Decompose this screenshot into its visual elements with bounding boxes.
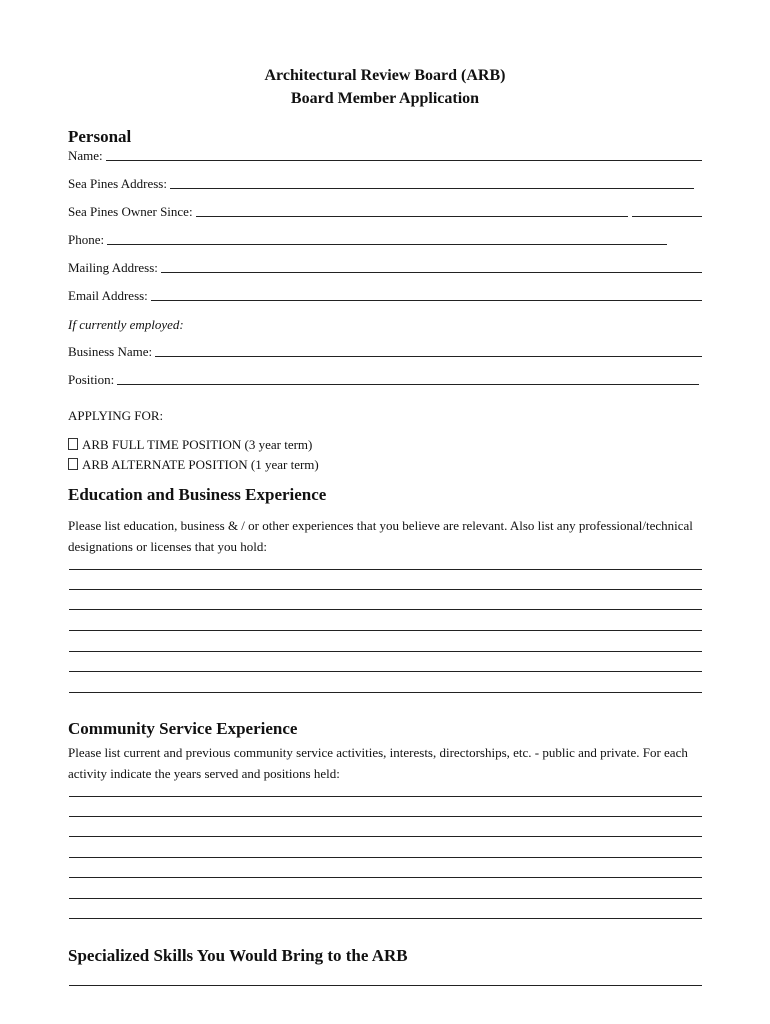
owner-since-line[interactable] <box>196 216 628 217</box>
community-line[interactable] <box>69 918 702 919</box>
phone-line[interactable] <box>107 244 667 245</box>
position-line[interactable] <box>117 384 699 385</box>
community-line[interactable] <box>69 898 702 899</box>
owner-since-label: Sea Pines Owner Since: <box>68 204 193 219</box>
business-name-line[interactable] <box>155 356 702 357</box>
alternate-option[interactable] <box>68 457 319 473</box>
community-instructions: Please list current and previous community service activities, interests, directorships, etc. - public and private. For each activity indicate the years served and positions held: <box>68 745 688 781</box>
phone-label: Phone: <box>68 232 105 247</box>
education-line[interactable] <box>69 609 702 610</box>
skills-line[interactable] <box>69 985 702 986</box>
community-line[interactable] <box>69 877 702 878</box>
email-address-field[interactable] <box>68 288 702 304</box>
mailing-address-line[interactable] <box>161 272 702 273</box>
education-instructions: Please list education, business & / or other experiences that you believe are relevant. Also list any professional/technical designations or licenses that you hold: <box>68 518 693 554</box>
sea-pines-address-label: Sea Pines Address: <box>68 176 167 191</box>
full-time-checkbox[interactable] <box>68 438 78 450</box>
alternate-checkbox[interactable] <box>68 458 78 470</box>
sea-pines-address-line[interactable] <box>170 188 694 189</box>
position-field[interactable] <box>68 372 699 388</box>
owner-since-year-line[interactable] <box>632 216 702 217</box>
alternate-option-label: ARB ALTERNATE POSITION (1 year term) <box>82 457 319 472</box>
form-title: Architectural Review Board (ARB) <box>264 67 506 84</box>
sea-pines-address-field[interactable] <box>68 176 694 192</box>
education-heading: Education and Business Experience <box>68 485 327 504</box>
education-line[interactable] <box>69 692 702 693</box>
name-line[interactable] <box>106 160 702 161</box>
business-name-label: Business Name: <box>68 344 153 359</box>
skills-heading: Specialized Skills You Would Bring to the ARB <box>68 946 408 965</box>
name-label: Name: <box>68 148 103 163</box>
email-address-label: Email Address: <box>68 288 148 303</box>
education-line[interactable] <box>69 671 702 672</box>
community-heading: Community Service Experience <box>68 719 298 738</box>
name-field[interactable] <box>68 148 702 164</box>
community-line[interactable] <box>69 836 702 837</box>
community-line[interactable] <box>69 816 702 817</box>
employed-note: If currently employed: <box>68 317 184 332</box>
position-label: Position: <box>68 372 115 387</box>
community-line[interactable] <box>69 857 702 858</box>
mailing-address-field[interactable] <box>68 260 702 276</box>
education-line[interactable] <box>69 651 702 652</box>
education-line[interactable] <box>69 630 702 631</box>
business-name-field[interactable] <box>68 344 702 360</box>
email-address-line[interactable] <box>151 300 702 301</box>
phone-field[interactable] <box>68 232 667 248</box>
full-time-option[interactable] <box>68 437 312 453</box>
full-time-option-label: ARB FULL TIME POSITION (3 year term) <box>82 437 313 452</box>
education-line[interactable] <box>69 589 702 590</box>
mailing-address-label: Mailing Address: <box>68 260 158 275</box>
applying-for-label: APPLYING FOR: <box>68 408 164 423</box>
form-subtitle: Board Member Application <box>290 90 480 107</box>
education-line[interactable] <box>69 569 702 570</box>
community-line[interactable] <box>69 796 702 797</box>
personal-heading: Personal <box>68 127 132 146</box>
owner-since-field[interactable] <box>68 204 702 220</box>
